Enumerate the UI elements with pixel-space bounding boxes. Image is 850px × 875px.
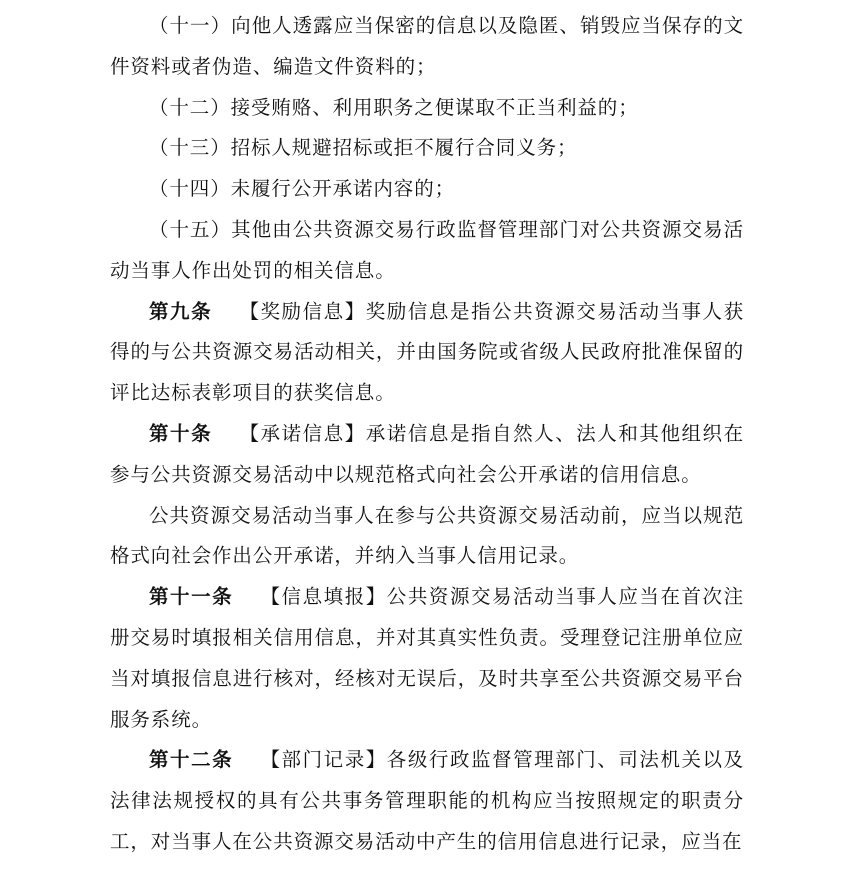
- article-10-clause-2: [110, 496, 744, 578]
- paragraph-item-12: [110, 88, 744, 129]
- paragraph-item-15: [110, 210, 744, 292]
- article-text: 【信息填报】公共资源交易活动当事人应当在首次注册交易时填报相关信用信息，并对其真实性负责。受理登记注册单位应当对填报信息进行核对，经核对无误后，及时共享至公共资源交易平台服务系统。: [110, 585, 744, 731]
- article-9: [110, 292, 744, 414]
- article-11: [110, 577, 744, 740]
- paragraph-item-13: [110, 128, 744, 169]
- paragraph-item-11: [110, 6, 744, 88]
- article-number: 第十二条: [149, 748, 234, 772]
- article-text: 【承诺信息】承诺信息是指自然人、法人和其他组织在参与公共资源交易活动中以规范格式向社会公开承诺的信用信息。: [110, 421, 744, 486]
- article-number: 第十条: [149, 421, 213, 445]
- article-number: 第九条: [149, 299, 213, 323]
- article-text: 【奖励信息】奖励信息是指公共资源交易活动当事人获得的与公共资源交易活动相关，并由国务院或省级人民政府批准保留的评比达标表彰项目的获奖信息。: [110, 299, 744, 405]
- article-text: 【部门记录】各级行政监督管理部门、司法机关以及法律法规授权的具有公共事务管理职能的机构应当按照规定的职责分工，对当事人在公共资源交易活动中产生的信用信息进行记录，应当在: [110, 748, 744, 853]
- article-10: [110, 414, 744, 496]
- article-12: [110, 740, 744, 862]
- article-number: 第十一条: [149, 585, 234, 609]
- paragraph-text: （十一）向他人透露应当保密的信息以及隐匿、销毁应当保存的文件资料或者伪造、编造文件资料的；: [110, 14, 744, 78]
- paragraph-text: （十五）其他由公共资源交易行政监督管理部门对公共资源交易活动当事人作出处罚的相关信息。: [110, 217, 744, 282]
- paragraph-text: （十二）接受贿赂、利用职务之便谋取不正当利益的；: [149, 95, 639, 119]
- paragraph-item-14: [110, 169, 744, 210]
- paragraph-text: 公共资源交易活动当事人在参与公共资源交易活动前，应当以规范格式向社会作出公开承诺，并纳入当事人信用记录。: [110, 503, 744, 568]
- document-page: [110, 6, 744, 863]
- paragraph-text: （十四）未履行公开承诺内容的；: [149, 177, 456, 201]
- paragraph-text: （十三）招标人规避招标或拒不履行合同义务；: [149, 136, 578, 160]
